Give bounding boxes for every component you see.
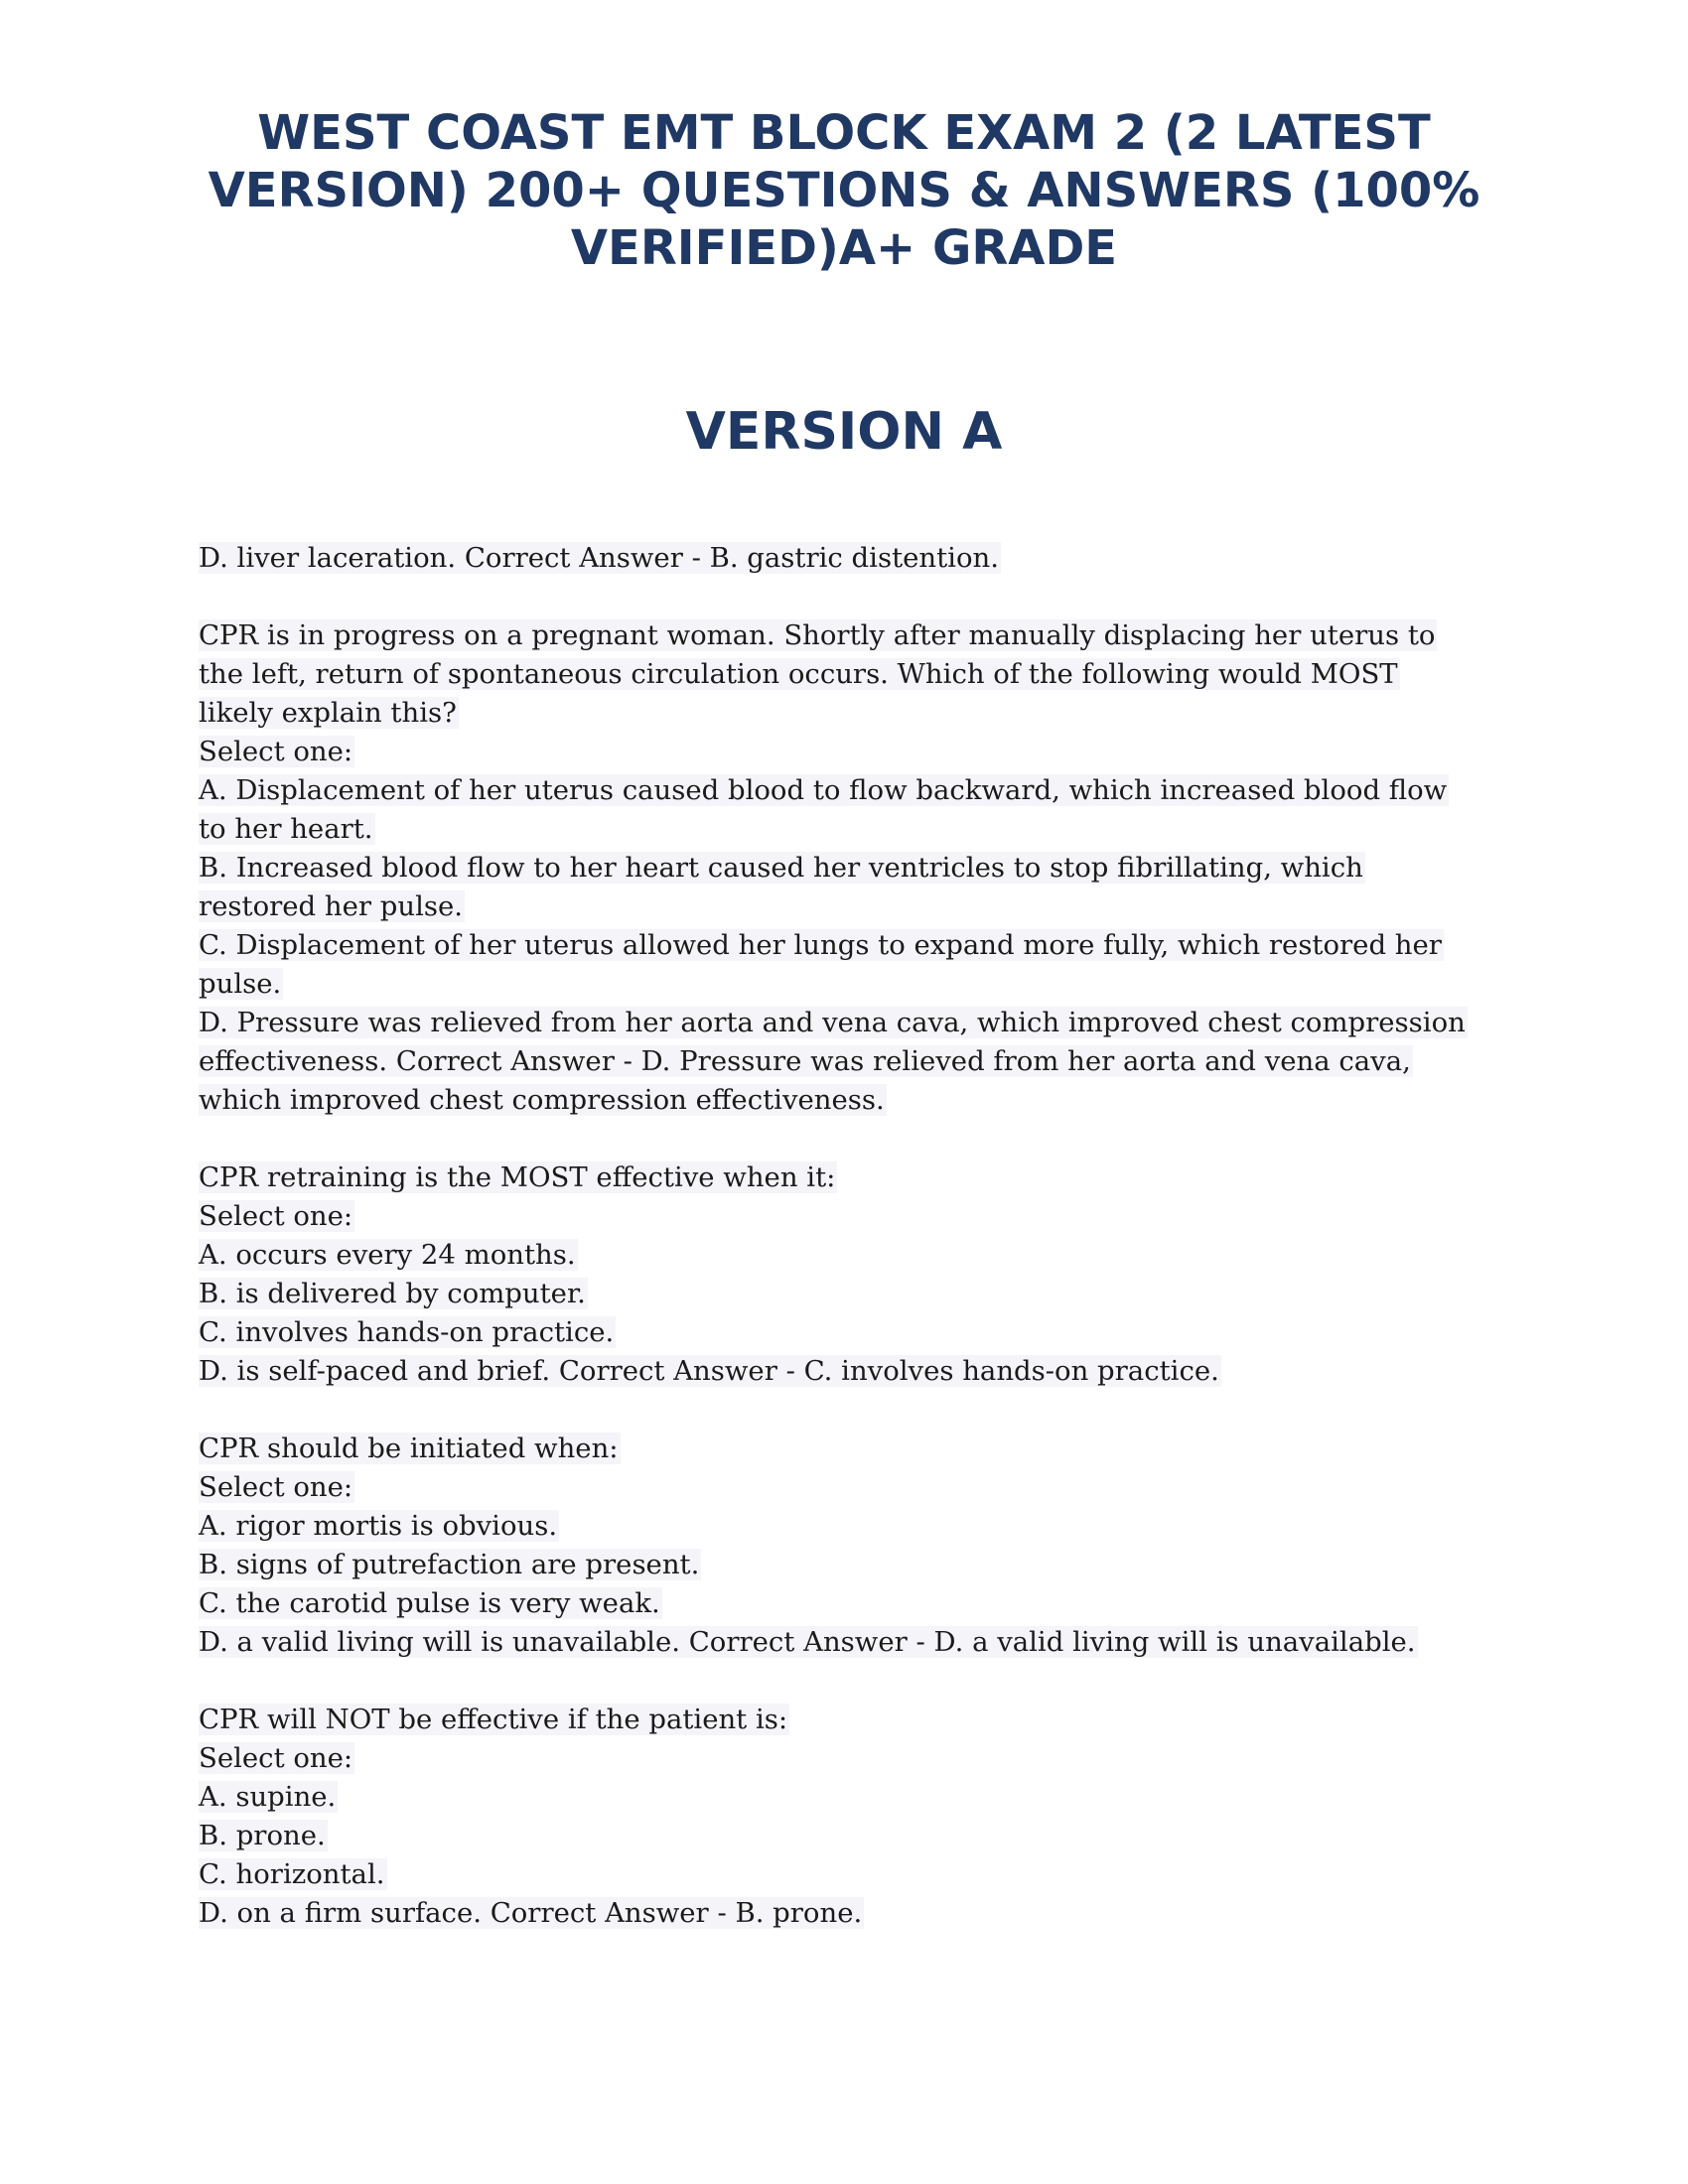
title-line: VERSION) 200+ QUESTIONS & ANSWERS (100% [208,163,1480,218]
question-line-text: D. Pressure was relieved from her aorta and vena cava, which improved chest compression [199,1007,1466,1038]
question-block [199,616,1489,1120]
question-line [199,1159,1489,1197]
question-line [199,1042,1489,1081]
document-title [199,104,1489,277]
question-line-text: CPR will NOT be effective if the patient is: [199,1704,788,1735]
version-heading: VERSION A [685,402,1003,462]
question-line [199,771,1489,810]
question-line [199,733,1489,771]
question-line-text: C. involves hands-on practice. [199,1316,615,1348]
question-line-text: Select one: [199,1742,353,1774]
question-line-text: likely explain this? [199,697,457,729]
question-line-text: A. supine. [199,1781,337,1813]
question-line [199,616,1489,655]
question-line-text: B. signs of putrefaction are present. [199,1549,700,1580]
block-spacer [199,578,1489,616]
question-block [199,1701,1489,1933]
question-line [199,1739,1489,1778]
question-line [199,1507,1489,1546]
question-line [199,810,1489,849]
question-line-text: D. liver laceration. Correct Answer - B. gastric distention. [199,542,999,574]
question-line-text: Select one: [199,1471,353,1503]
question-line [199,1468,1489,1507]
question-line-text: A. rigor mortis is obvious. [199,1510,558,1542]
question-line [199,1430,1489,1468]
question-line-text: CPR should be initiated when: [199,1433,619,1464]
question-line [199,1197,1489,1236]
question-line [199,1855,1489,1894]
title-line: WEST COAST EMT BLOCK EXAM 2 (2 LATEST [257,105,1431,161]
question-line-text: A. Displacement of her uterus caused blood to flow backward, which increased blood flow [199,774,1448,806]
question-line-text: D. on a firm surface. Correct Answer - B. prone. [199,1897,863,1929]
question-line [199,1081,1489,1120]
title-line: VERIFIED)A+ GRADE [570,220,1118,276]
question-line-text: C. Displacement of her uterus allowed her lungs to expand more fully, which restored her [199,929,1442,961]
question-list [199,539,1489,1933]
block-spacer [199,1120,1489,1159]
question-line-text: D. a valid living will is unavailable. Correct Answer - D. a valid living will is unavailable. [199,1626,1416,1658]
question-line [199,1004,1489,1042]
question-line [199,694,1489,733]
question-block [199,539,1489,578]
question-line [199,1894,1489,1933]
question-line [199,1817,1489,1855]
question-line-text: pulse. [199,968,282,1000]
question-line-text: effectiveness. Correct Answer - D. Pressure was relieved from her aorta and vena cava, [199,1045,1411,1077]
question-block [199,1159,1489,1391]
question-line [199,1701,1489,1739]
block-spacer [199,1391,1489,1430]
question-line [199,965,1489,1004]
question-line [199,1546,1489,1584]
question-line-text: CPR retraining is the MOST effective when it: [199,1161,836,1193]
block-spacer [199,1662,1489,1701]
question-line-text: Select one: [199,1200,353,1232]
question-line [199,539,1489,578]
question-line [199,1778,1489,1817]
question-line [199,849,1489,887]
question-line [199,655,1489,694]
question-line [199,1275,1489,1313]
question-line-text: B. Increased blood flow to her heart caused her ventricles to stop fibrillating, which [199,852,1363,884]
question-line-text: C. horizontal. [199,1858,385,1890]
question-block [199,1430,1489,1662]
question-line-text: C. the carotid pulse is very weak. [199,1587,660,1619]
question-line-text: Select one: [199,736,353,767]
question-line [199,926,1489,965]
question-line-text: B. prone. [199,1820,326,1851]
question-line-text: restored her pulse. [199,890,464,922]
question-line-text: CPR is in progress on a pregnant woman. Shortly after manually displacing her uterus to [199,619,1436,651]
question-line-text: to her heart. [199,813,373,845]
question-line-text: which improved chest compression effectiveness. [199,1084,885,1116]
question-line-text: A. occurs every 24 months. [199,1239,576,1271]
question-line-text: the left, return of spontaneous circulation occurs. Which of the following would MOST [199,658,1398,690]
question-line [199,1352,1489,1391]
question-line [199,1623,1489,1662]
question-line [199,1313,1489,1352]
question-line [199,887,1489,926]
question-line [199,1584,1489,1623]
question-line [199,1236,1489,1275]
question-line-text: D. is self-paced and brief. Correct Answer - C. involves hands-on practice. [199,1355,1219,1387]
question-line-text: B. is delivered by computer. [199,1278,586,1309]
